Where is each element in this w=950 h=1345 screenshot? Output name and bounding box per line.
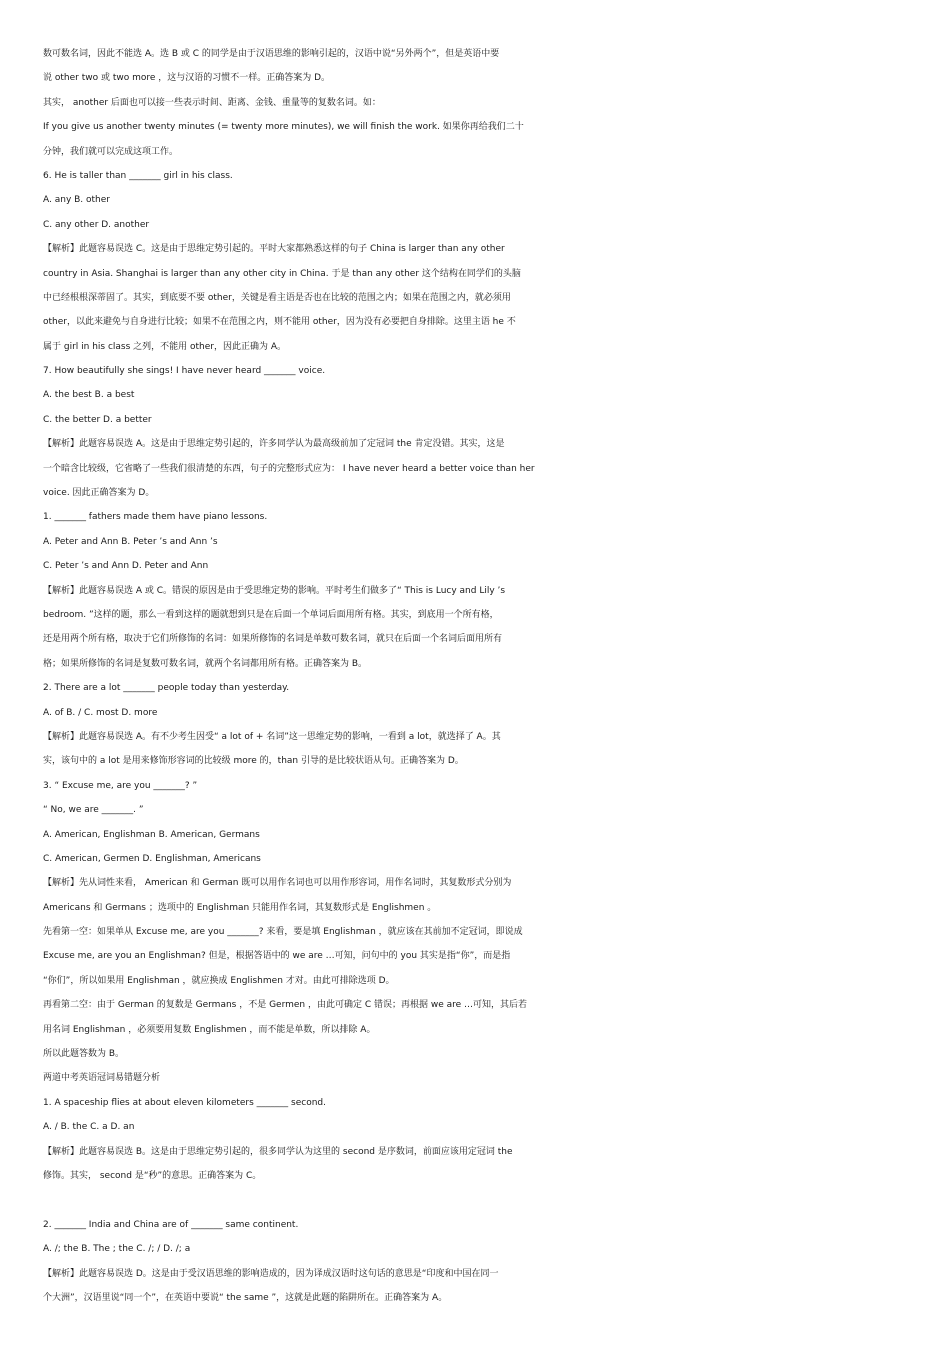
text-line: A. any B. other	[43, 195, 110, 206]
text-line: A. American, Englishman B. American, Germans	[43, 829, 260, 840]
text-line: A. the best B. a best	[43, 390, 135, 401]
text-line: 其实， another 后面也可以接一些表示时间、距离、金钱、重量等的复数名词。如：	[43, 97, 381, 108]
text-line: 说 other two 或 two more ，这与汉语的习惯不一样。正确答案为 D。	[43, 73, 331, 84]
text-line: 修饰。其实， second 是“秒”的意思。正确答案为 C。	[43, 1170, 262, 1181]
text-line: C. the better D. a better	[43, 414, 152, 425]
text-line: 属于 girl in his class 之列，不能用 other，因此正确为 A。	[43, 341, 287, 352]
text-line: 一个暗含比较级，它省略了一些我们很清楚的东西，句子的完整形式应为： I have never heard a better voice than her	[43, 463, 535, 474]
text-line: 实，该句中的 a lot 是用来修饰形容词的比较级 more 的，than 引导的是比较状语从句。正确答案为 D。	[43, 756, 464, 767]
text-line: 两道中考英语冠词易错题分析	[43, 1073, 161, 1084]
text-line: 2. There are a lot _______ people today than yesterday.	[43, 683, 290, 694]
text-line: 还是用两个所有格，取决于它们所修饰的名词：如果所修饰的名词是单数可数名词，就只在后面一个名词后面用所有	[43, 634, 503, 645]
text-line: Excuse me, are you an Englishman? 但是，根据答语中的 we are …可知，问句中的 you 其实是指“你”，而是指	[43, 951, 511, 962]
text-line: 6. He is taller than _______ girl in his class.	[43, 170, 233, 181]
text-line: 先看第一空：如果单从 Excuse me, are you _______? 来看，要是填 Englishman ，就应该在其前加不定冠词，即说成	[43, 927, 523, 938]
text-line: 【解析】此题容易误选 B。这是由于思维定势引起的，很多同学认为这里的 second 是序数词，前面应该用定冠词 the	[43, 1146, 513, 1157]
text-line: other，以此来避免与自身进行比较；如果不在范围之内，则不能用 other，因为没有必要把自身排除。这里主语 he 不	[43, 317, 516, 328]
text-line: 2. _______ India and China are of _______ same continent.	[43, 1219, 299, 1230]
text-line: A. of B. / C. most D. more	[43, 707, 158, 718]
text-line: 【解析】此题容易误选 A 或 C。错误的原因是由于受思维定势的影响。平时考生们做多了“ This is Lucy and Lily ’s	[43, 585, 506, 596]
text-line: A. /; the B. The ; the C. /; / D. /; a	[43, 1244, 191, 1255]
text-line: 7. How beautifully she sings! I have never heard _______ voice.	[43, 366, 326, 377]
text-line: 1. A spaceship flies at about eleven kilometers _______ second.	[43, 1097, 326, 1108]
text-line: “ No, we are _______. ”	[43, 805, 144, 816]
text-line: voice. 因此正确答案为 D。	[43, 488, 155, 499]
text-line: C. Peter ’s and Ann D. Peter and Ann	[43, 561, 209, 572]
text-line: C. American, Germen D. Englishman, Americans	[43, 853, 261, 864]
text-line: 【解析】此题容易误选 D。这是由于受汉语思维的影响造成的，因为译成汉语时这句话的意思是“印度和中国在同一	[43, 1268, 499, 1279]
text-line: 【解析】此题容易误选 C。这是由于思维定势引起的。平时大家都熟悉这样的句子 China is larger than any other	[43, 244, 505, 255]
text-line: country in Asia. Shanghai is larger than any other city in China. 于是 than any other 这个结构在同学们的头脑	[43, 268, 521, 279]
text-line: 格；如果所修饰的名词是复数可数名词，就两个名词都用所有格。正确答案为 B。	[43, 658, 368, 669]
text-line: 【解析】此题容易误选 A。有不少考生因受“ a lot of + 名词”这一思维定势的影响，一看到 a lot，就选择了 A。其	[43, 731, 501, 742]
text-line: 数可数名词，因此不能选 A。选 B 或 C 的同学是由于汉语思维的影响引起的，汉语中说“另外两个”，但是英语中要	[43, 49, 500, 59]
text-line: 1. _______ fathers made them have piano lessons.	[43, 512, 268, 523]
text-line	[43, 1188, 918, 1212]
text-line: If you give us another twenty minutes (= twenty more minutes), we will finish the work. 如果你再给我们二十	[43, 122, 524, 133]
text-line: 中已经根根深蒂固了。其实，到底要不要 other，关键是看主语是否也在比较的范围之内；如果在范围之内，就必须用	[43, 292, 511, 303]
text-line: bedroom. ”这样的题，那么一看到这样的题就想到只是在后面一个单词后面用所有格。其实，到底用一个所有格，	[43, 609, 499, 620]
text-line: Americans 和 Germans ；选项中的 Englishman 只能用作名词，其复数形式是 Englishmen 。	[43, 902, 437, 913]
text-line: A. / B. the C. a D. an	[43, 1122, 135, 1133]
text-line: 个大洲”，汉语里说“同一个”，在英语中要说“ the same ”，这就是此题的陷阱所在。正确答案为 A。	[43, 1292, 448, 1303]
text-line: C. any other D. another	[43, 219, 150, 230]
text-line: A. Peter and Ann B. Peter ’s and Ann ’s	[43, 536, 218, 547]
text-line: “你们”，所以如果用 Englishman ，就应换成 Englishmen 才对。由此可排除选项 D。	[43, 975, 395, 986]
text-line: 所以此题答数为 B。	[43, 1049, 125, 1060]
text-line: 3. “ Excuse me, are you _______? ”	[43, 780, 198, 791]
text-line: 【解析】先从词性来看， American 和 German 既可以用作名词也可以用作形容词，用作名词时，其复数形式分别为	[43, 878, 512, 889]
text-line: 再看第二空：由于 German 的复数是 Germans ，不是 Germen ，由此可确定 C 错误；再根据 we are …可知，其后若	[43, 1000, 528, 1011]
document-page	[43, 42, 918, 1310]
text-line: 分钟，我们就可以完成这项工作。	[43, 146, 179, 157]
text-line: 【解析】此题容易误选 A。这是由于思维定势引起的，许多同学认为最高级前加了定冠词 the 肯定没错。其实，这是	[43, 439, 505, 450]
text-line: 用名词 Englishman ，必须要用复数 Englishmen ，而不能是单数，所以排除 A。	[43, 1024, 376, 1035]
